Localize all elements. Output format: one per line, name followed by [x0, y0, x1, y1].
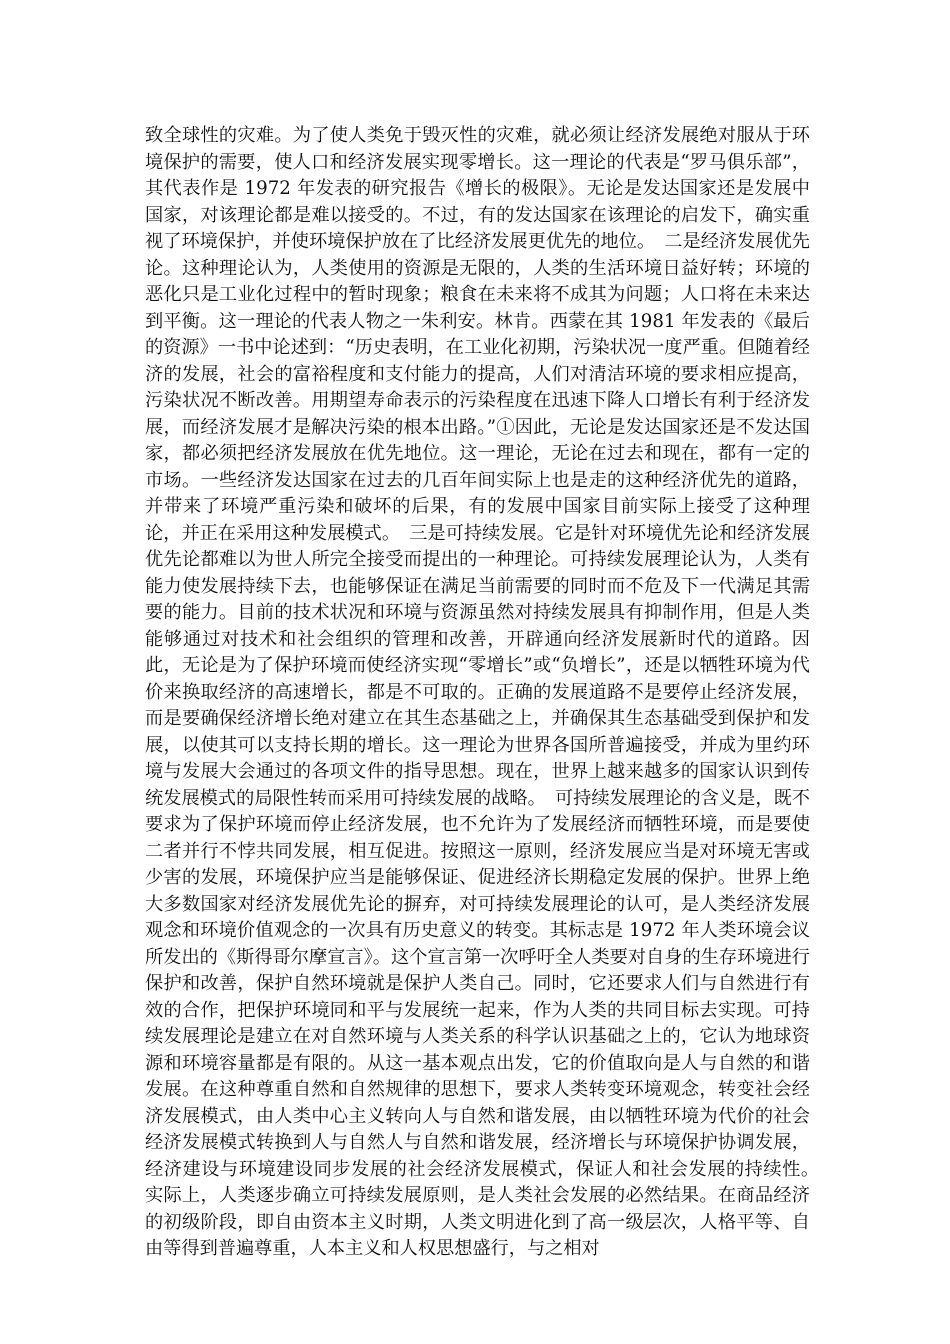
body-text: 致全球性的灾难。为了使人类免于毁灭性的灾难，就必须让经济发展绝对服从于环境保护的需要，使人口和经济发展实现零增长。这一理论的代表是“罗马俱乐部”，其代表作是 1972 年发表的研究报告《增长的极限》。无论是发达国家还是发展中国家，对该理论都是难以接受的。不过，有的发达国家在该理论的启发下，确实重视了环境保护，并使环境保护放在了比经济发展更优先的地位。 二是经济发展优先论。这种理论认为，人类使用的资源是无限的，人类的生活环境日益好转；环境的恶化只是工业化过程中的暂时现象；粮食在未来将不成其为问题；人口将在未来达到平衡。这一理论的代表人物之一朱利安。林肯。西蒙在其 1981 年发表的《最后的资源》一书中论述到：“历史表明，在工业化初期，污染状况一度严重。但随着经济的发展，社会的富裕程度和支付能力的提高，人们对清洁环境的要求相应提高，污染状况不断改善。用期望寿命表示的污染程度在迅速下降人口增长有利于经济发展，而经济发展才是解决污染的根本出路。”①因此，无论是发达国家还是不发达国家，都必须把经济发展放在优先地位。这一理论，无论在过去和现在，都有一定的市场。一些经济发达国家在过去的几百年间实际上也是走的这种经济优先的道路，并带来了环境严重污染和破坏的后果，有的发展中国家目前实际上接受了这种理论，并正在采用这种发展模式。 三是可持续发展。它是针对环境优先论和经济发展优先论都难以为世人所完全接受而提出的一种理论。可持续发展理论认为，人类有能力使发展持续下去，也能够保证在满足当前需要的同时而不危及下一代满足其需要的能力。目前的技术状况和环境与资源虽然对持续发展具有抑制作用，但是人类能够通过对技术和社会组织的管理和改善，开辟通向经济发展新时代的道路。因此，无论是为了保护环境而使经济实现“零增长”或“负增长”，还是以牺牲环境为代价来换取经济的高速增长，都是不可取的。正确的发展道路不是要停止经济发展，而是要确保经济增长绝对建立在其生态基础之上，并确保其生态基础受到保护和发展，以使其可以支持长期的增长。这一理论为世界各国所普遍接受，并成为里约环境与发展大会通过的各项文件的指导思想。现在，世界上越来越多的国家认识到传统发展模式的局限性转而采用可持续发展的战略。 可持续发展理论的含义是，既不要求为了保护环境而停止经济发展，也不允许为了发展经济而牺牲环境，而是要使二者并行不悖共同发展，相互促进。按照这一原则，经济发展应当是对环境无害或少害的发展，环境保护应当是能够保证、促进经济长期稳定发展的保护。世界上绝大多数国家对经济发展优先论的摒弃，对可持续发展理论的认可，是人类经济发展观念和环境价值观念的一次具有历史意义的转变。其标志是 1972 年人类环境会议所发出的《斯得哥尔摩宣言》。这个宣言第一次呼吁全人类要对自身的生存环境进行保护和改善，保护自然环境就是保护人类自己。同时，它还要求人们与自然进行有效的合作，把保护环境同和平与发展统一起来，作为人类的共同目标去实现。可持续发展理论是建立在对自然环境与人类关系的科学认识基础之上的，它认为地球资源和环境容量都是有限的。从这一基本观点出发，它的价值取向是人与自然的和谐发展。在这种尊重自然和自然规律的思想下，要求人类转变环境观念，转变社会经济发展模式，由人类中心主义转向人与自然和谐发展，由以牺牲环境为代价的社会经济发展模式转换到人与自然人与自然和谐发展，经济增长与环境保护协调发展，经济建设与环境建设同步发展的社会经济发展模式，保证人和社会发展的持续性。 实际上，人类逐步确立可持续发展原则，是人类社会发展的必然结果。在商品经济的初级阶段，即自由资本主义时期，人类文明进化到了高一级层次，人格平等、自由等得到普遍尊重，人本主义和人权思想盛行，与之相对	[145, 125, 829, 1259]
